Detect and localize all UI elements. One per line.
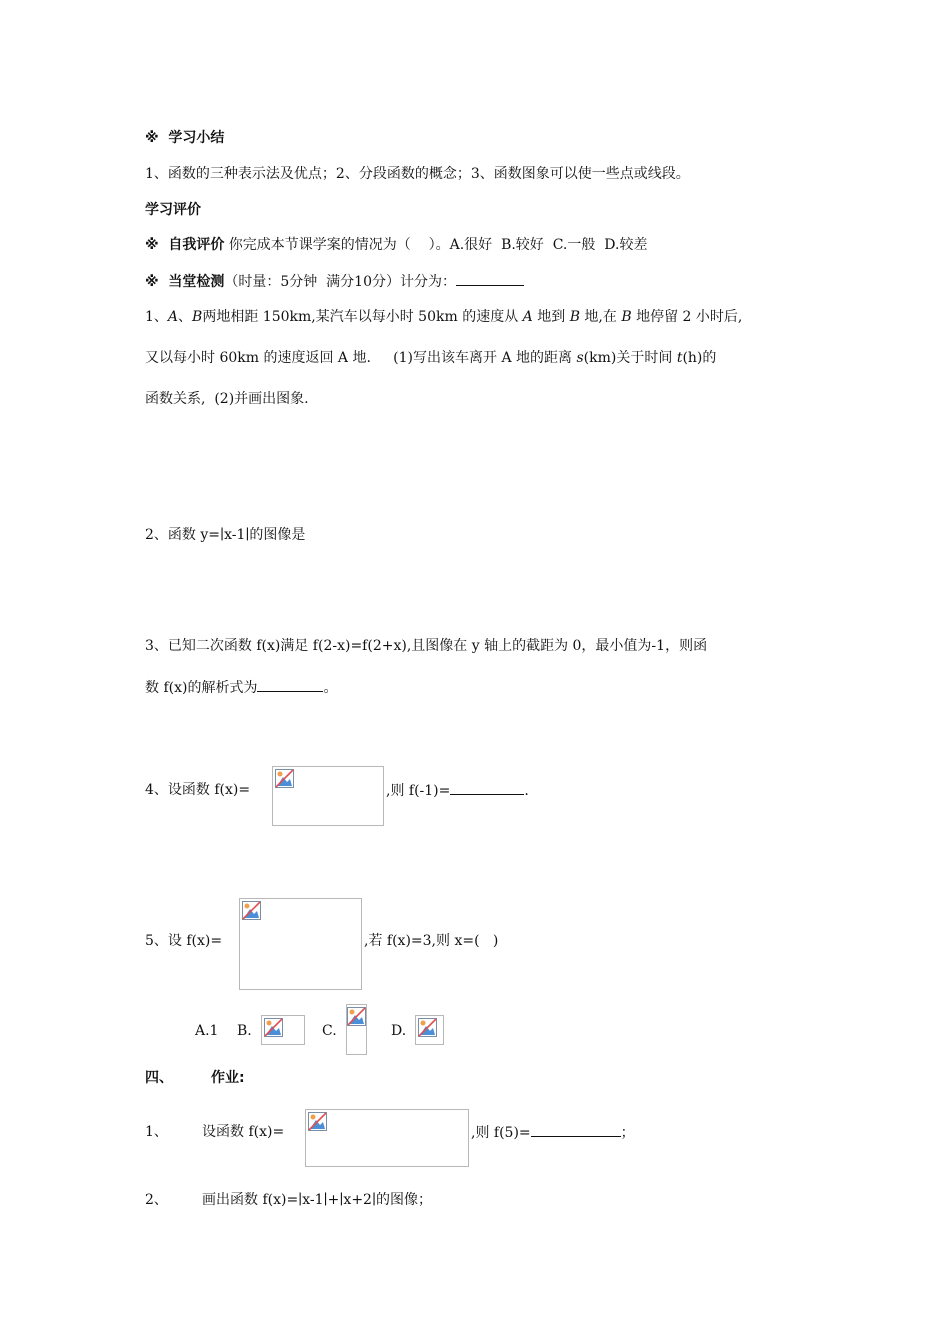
q5-option-b-label: B.: [237, 1023, 252, 1039]
q4-answer-blank[interactable]: [450, 780, 524, 795]
q1-text-2c: (h)的: [682, 350, 717, 366]
q1-text-d: 地,在: [579, 309, 622, 325]
class-test-label: 当堂检测: [168, 274, 225, 290]
homework-heading: 作业:: [211, 1070, 245, 1086]
var-a-2: A: [522, 309, 533, 325]
evaluation-heading: 学习评价: [145, 202, 201, 218]
q5-option-d-image: [415, 1015, 444, 1045]
hw1-end: ；: [620, 1125, 635, 1141]
q5-option-b-image: [261, 1015, 305, 1045]
var-t: t: [676, 350, 683, 366]
summary-line: 1、函数的三种表示法及优点；2、分段函数的概念；3、函数图象可以使一些点或线段。: [145, 166, 690, 182]
q5-after: ,若 f(x)=3,则 x=( ): [364, 933, 499, 949]
class-test-text: （时量：5分钟 满分10分）计分为：: [224, 274, 456, 290]
q1-sep: 、: [178, 309, 193, 325]
q1-line3: 函数关系, (2)并画出图象.: [145, 391, 309, 407]
broken-image-icon: [242, 901, 261, 920]
q5-option-c-image: [346, 1004, 367, 1055]
q1-text-b: 两地相距 150km,某汽车以每小时 50km 的速度从: [202, 309, 523, 325]
q4-end: .: [524, 783, 529, 799]
q5-option-a: A.1: [195, 1023, 219, 1039]
q4-formula-image: [272, 766, 384, 826]
self-evaluation-line: [145, 235, 647, 255]
q1-text-2a: 又以每小时 60km 的速度返回 A 地. (1)写出该车离开 A 地的距离: [145, 350, 577, 366]
hw1-number: 1、: [145, 1124, 168, 1140]
var-b-3: B: [621, 309, 632, 325]
q4-after: [386, 780, 529, 801]
var-s: s: [576, 350, 584, 366]
q1-text-e: 地停留 2 小时后,: [631, 309, 743, 325]
broken-image-icon: [308, 1112, 327, 1131]
hw1-after-text: ,则 f(5)=: [471, 1125, 531, 1141]
q1-text-c: 地到: [532, 309, 570, 325]
q1-line2: [145, 348, 716, 368]
q5-formula-image: [239, 898, 362, 990]
hw2-text: 画出函数 f(x)=∣x-1∣+∣x+2∣的图像；: [202, 1192, 433, 1208]
q3-answer-blank[interactable]: [257, 677, 323, 692]
hw1-before: 设函数 f(x)=: [202, 1124, 285, 1140]
q4-before: 4、设函数 f(x)=: [145, 782, 251, 798]
q5-option-d-label: D.: [391, 1023, 407, 1039]
hw2-number: 2、: [145, 1192, 168, 1208]
hw1-after: [471, 1122, 635, 1143]
broken-image-icon: [275, 769, 294, 788]
q1-number: 1、: [145, 309, 168, 325]
q1-line1: [145, 307, 742, 327]
var-a: A: [167, 309, 179, 325]
q3-line2: [145, 677, 337, 698]
broken-image-icon: [347, 1007, 366, 1026]
q3-period: 。: [323, 680, 338, 696]
broken-image-icon: [418, 1018, 437, 1037]
hw1-answer-blank[interactable]: [531, 1122, 621, 1137]
q4-after-text: ,则 f(-1)=: [386, 783, 451, 799]
score-blank[interactable]: [456, 271, 524, 286]
self-eval-label: 自我评价: [168, 237, 225, 253]
q3-text: 数 f(x)的解析式为: [145, 680, 258, 696]
var-b-2: B: [569, 309, 580, 325]
q5-before: 5、设 f(x)=: [145, 933, 223, 949]
hw1-formula-image: [305, 1109, 469, 1167]
class-test-mark: ※: [145, 274, 169, 290]
class-test-line: [145, 271, 524, 292]
q3-line1: 3、已知二次函数 f(x)满足 f(2-x)=f(2+x),且图像在 y 轴上的截距为 0，最小值为-1，则函: [145, 638, 708, 654]
var-b: B: [192, 309, 203, 325]
broken-image-icon: [264, 1018, 283, 1037]
self-eval-mark: ※: [145, 237, 169, 253]
homework-number: 四、: [145, 1070, 173, 1086]
self-eval-text: 你完成本节课学案的情况为（ ）。A.很好 B.较好 C.一般 D.较差: [224, 237, 648, 253]
summary-heading: ※ 学习小结: [145, 130, 225, 146]
q2-text: 2、函数 y=∣x-1∣的图像是: [145, 527, 306, 543]
q5-option-c-label: C.: [322, 1023, 337, 1039]
q1-text-2b: (km)关于时间: [583, 350, 677, 366]
